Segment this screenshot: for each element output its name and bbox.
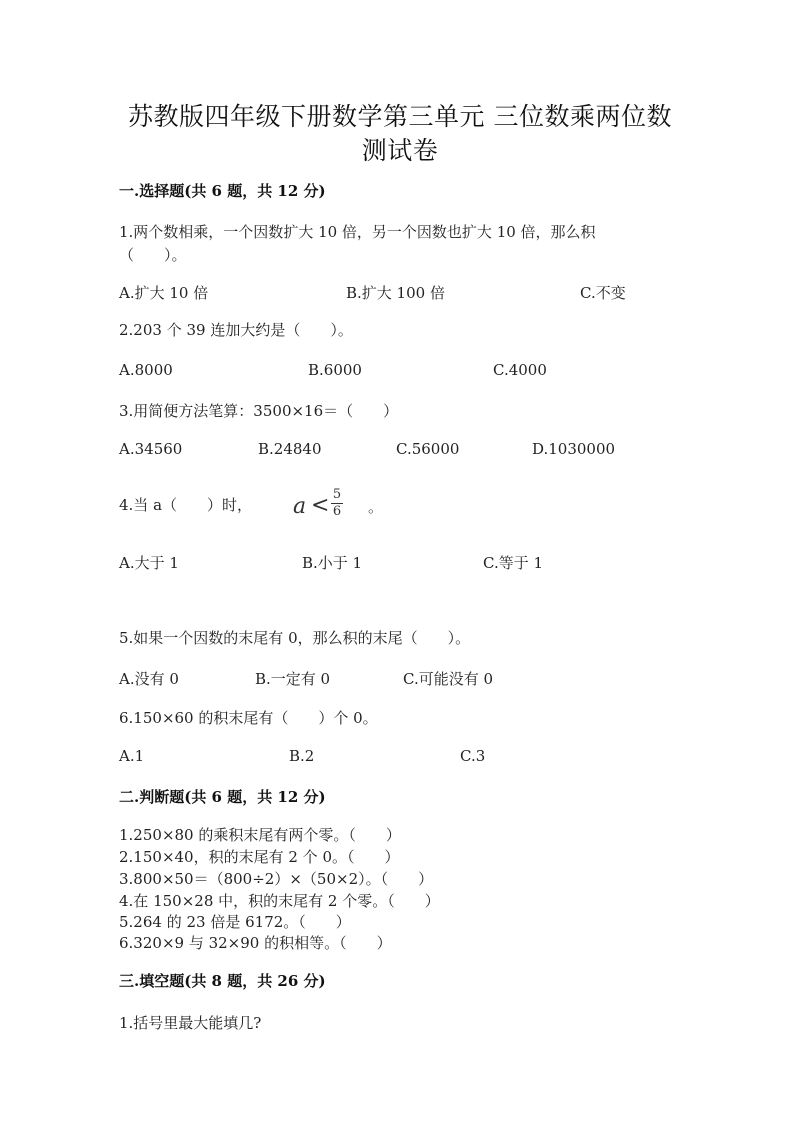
question-6-option-c: C.3	[460, 747, 486, 765]
question-3-option-b: B.24840	[258, 440, 322, 458]
question-3-option-d: D.1030000	[532, 440, 616, 458]
judgment-item-6: 6.320×9 与 32×90 的积相等。（ ）	[119, 934, 392, 952]
question-2-option-b: B.6000	[308, 361, 362, 379]
question-4-text: 4.当 a（ ）时，	[119, 496, 253, 514]
question-6-option-a: A.1	[119, 747, 145, 765]
section-heading-true-false: 二.判断题(共 6 题，共 12 分)	[119, 788, 326, 806]
question-2-option-a: A.8000	[119, 361, 173, 379]
math-fraction	[331, 488, 343, 519]
question-4-option-c: C.等于 1	[483, 554, 544, 572]
judgment-item-4: 4.在 150×28 中，积的末尾有 2 个零。（ ）	[119, 892, 440, 910]
question-3-text: 3.用简便方法笔算：3500×16＝（ ）	[119, 402, 399, 420]
question-5-option-b: B.一定有 0	[255, 670, 331, 688]
question-3-option-c: C.56000	[396, 440, 460, 458]
judgment-item-5: 5.264 的 23 倍是 6172。（ ）	[119, 913, 351, 931]
question-5-option-a: A.没有 0	[119, 670, 179, 688]
fill-question-1-text: 1.括号里最大能填几?	[119, 1014, 262, 1032]
question-5-option-c: C.可能没有 0	[403, 670, 494, 688]
fraction-numerator: 5	[332, 487, 342, 502]
question-1-option-b: B.扩大 100 倍	[346, 284, 445, 302]
question-2-option-c: C.4000	[493, 361, 547, 379]
judgment-item-1: 1.250×80 的乘积末尾有两个零。（ ）	[119, 826, 401, 844]
question-4-option-b: B.小于 1	[302, 554, 363, 572]
judgment-item-3: 3.800×50＝（800÷2）×（50×2）。（ ）	[119, 870, 434, 888]
question-5-text: 5.如果一个因数的末尾有 0，那么积的末尾（ ）。	[119, 629, 471, 647]
exam-title-line-2: 测试卷	[361, 136, 439, 165]
question-3-option-a: A.34560	[119, 440, 183, 458]
math-variable: a	[293, 494, 307, 519]
section-heading-choice: 一.选择题(共 6 题，共 12 分)	[119, 182, 326, 200]
question-4-option-a: A.大于 1	[119, 554, 179, 572]
section-heading-fill-in: 三.填空题(共 8 题，共 26 分)	[119, 972, 326, 990]
question-1-text: 1.两个数相乘，一个因数扩大 10 倍，另一个因数也扩大 10 倍，那么积	[119, 223, 596, 241]
question-6-option-b: B.2	[289, 747, 315, 765]
question-1-option-a: A.扩大 10 倍	[119, 284, 209, 302]
math-relation: <	[311, 493, 330, 518]
fraction-denominator: 6	[332, 504, 342, 519]
judgment-item-2: 2.150×40，积的末尾有 2 个 0。（ ）	[119, 848, 400, 866]
question-1-text-cont: （ ）。	[119, 246, 187, 264]
question-1-option-c: C.不变	[580, 284, 626, 302]
exam-title-line-1: 苏教版四年级下册数学第三单元 三位数乘两位数	[128, 102, 672, 131]
math-end-punctuation: 。	[368, 498, 384, 516]
question-2-text: 2.203 个 39 连加大约是（ ）。	[119, 321, 353, 339]
question-6-text: 6.150×60 的积末尾有（ ）个 0。	[119, 709, 378, 727]
